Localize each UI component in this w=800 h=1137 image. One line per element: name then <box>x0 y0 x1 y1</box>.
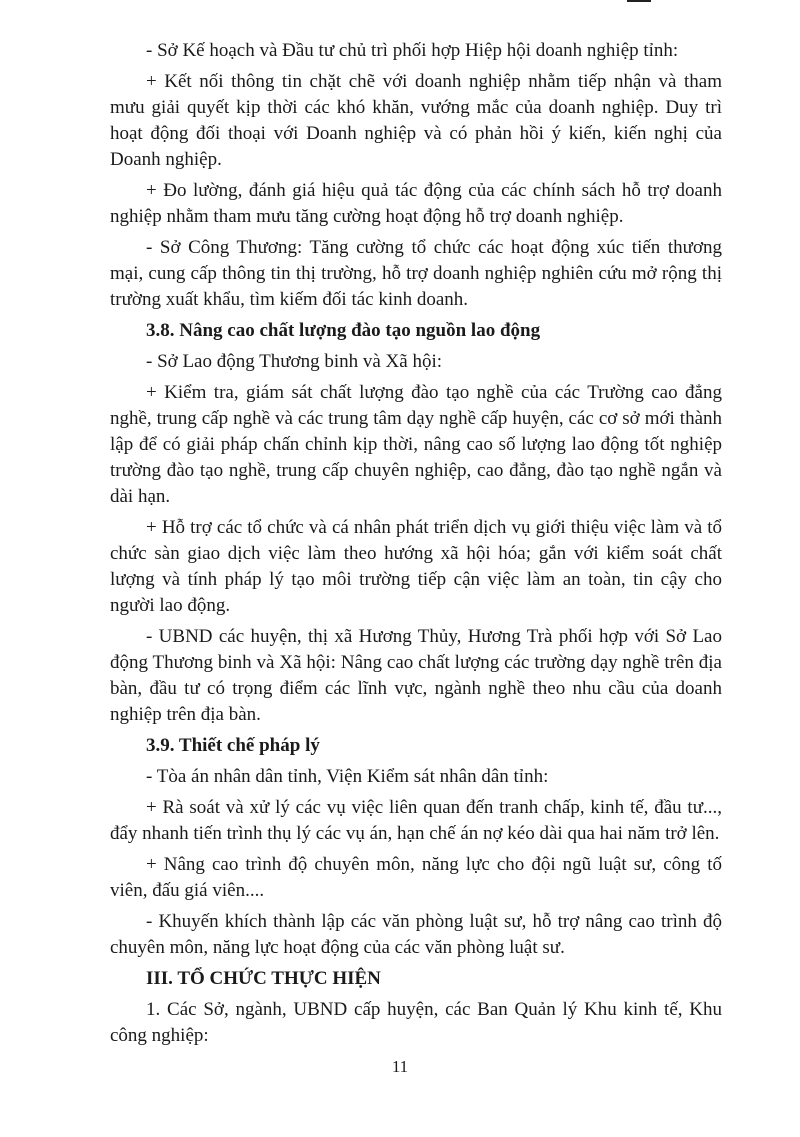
paragraph-ket-noi-thong-tin: + Kết nối thông tin chặt chẽ với doanh nghiệp nhằm tiếp nhận và tham mưu giải quyết kịp thời các khó khăn, vướng mắc của doanh nghiệp. Duy trì hoạt động đối thoại với Doanh nghiệp và có phản hồi ý kiến, kiến nghị của Doanh nghiệp. <box>110 71 722 170</box>
top-edge-mark <box>627 0 651 2</box>
document-body <box>110 38 722 1054</box>
paragraph-kiem-tra-giam-sat: + Kiểm tra, giám sát chất lượng đào tạo nghề của các Trường cao đẳng nghề, trung cấp nghề và các trung tâm dạy nghề cấp huyện, các cơ sở mới thành lập để có giải pháp chấn chỉnh kịp thời, nâng cao số lượng lao động tốt nghiệp trường đào tạo nghề, trung cấp chuyên nghiệp, cao đẳng, đào tạo nghề ngắn và dài hạn. <box>110 382 722 507</box>
section-heading-3-9: 3.9. Thiết chế pháp lý <box>146 735 320 756</box>
paragraph-so-lao-dong: - Sở Lao động Thương binh và Xã hội: <box>146 351 443 372</box>
paragraph-nang-cao-trinh-do: + Nâng cao trình độ chuyên môn, năng lực cho đội ngũ luật sư, công tố viên, đấu giá viên.... <box>110 854 722 901</box>
paragraph-cac-so-nganh: 1. Các Sở, ngành, UBND cấp huyện, các Ban Quản lý Khu kinh tế, Khu công nghiệp: <box>110 999 722 1046</box>
paragraph-ubnd-huyen: - UBND các huyện, thị xã Hương Thủy, Hương Trà phối hợp với Sở Lao động Thương binh và Xã hội: Nâng cao chất lượng các trường dạy nghề trên địa bàn, đầu tư có trọng điểm các lĩnh vực, ngành nghề theo nhu cầu của doanh nghiệp trên địa bàn. <box>110 626 722 725</box>
paragraph-toa-an: - Tòa án nhân dân tỉnh, Viện Kiểm sát nhân dân tỉnh: <box>146 766 549 787</box>
section-heading-3-8: 3.8. Nâng cao chất lượng đào tạo nguồn lao động <box>146 320 541 341</box>
section-heading-iii: III. TỔ CHỨC THỰC HIỆN <box>146 968 381 989</box>
paragraph-do-luong: + Đo lường, đánh giá hiệu quả tác động của các chính sách hỗ trợ doanh nghiệp nhằm tham mưu tăng cường hoạt động hỗ trợ doanh nghiệp. <box>110 180 722 227</box>
paragraph-khuyen-khich: - Khuyến khích thành lập các văn phòng luật sư, hỗ trợ nâng cao trình độ chuyên môn, năng lực hoạt động của các văn phòng luật sư. <box>110 911 722 958</box>
paragraph-ho-tro-to-chuc: + Hỗ trợ các tổ chức và cá nhân phát triển dịch vụ giới thiệu việc làm và tổ chức sàn giao dịch việc làm theo hướng xã hội hóa; gắn với kiểm soát chất lượng và tính pháp lý tạo môi trường tiếp cận việc làm an toàn, tin cậy cho người lao động. <box>110 517 722 616</box>
paragraph-ra-soat: + Rà soát và xử lý các vụ việc liên quan đến tranh chấp, kinh tế, đầu tư..., đẩy nhanh tiến trình thụ lý các vụ án, hạn chế án nợ kéo dài qua hai năm trở lên. <box>110 797 722 844</box>
paragraph-so-ke-hoach: - Sở Kế hoạch và Đầu tư chủ trì phối hợp Hiệp hội doanh nghiệp tỉnh: <box>146 40 679 61</box>
page-number: 11 <box>391 1057 409 1076</box>
paragraph-so-cong-thuong: - Sở Công Thương: Tăng cường tổ chức các hoạt động xúc tiến thương mại, cung cấp thông tin thị trường, hỗ trợ doanh nghiệp nghiên cứu mở rộng thị trường xuất khẩu, tìm kiếm đối tác kinh doanh. <box>110 237 722 310</box>
